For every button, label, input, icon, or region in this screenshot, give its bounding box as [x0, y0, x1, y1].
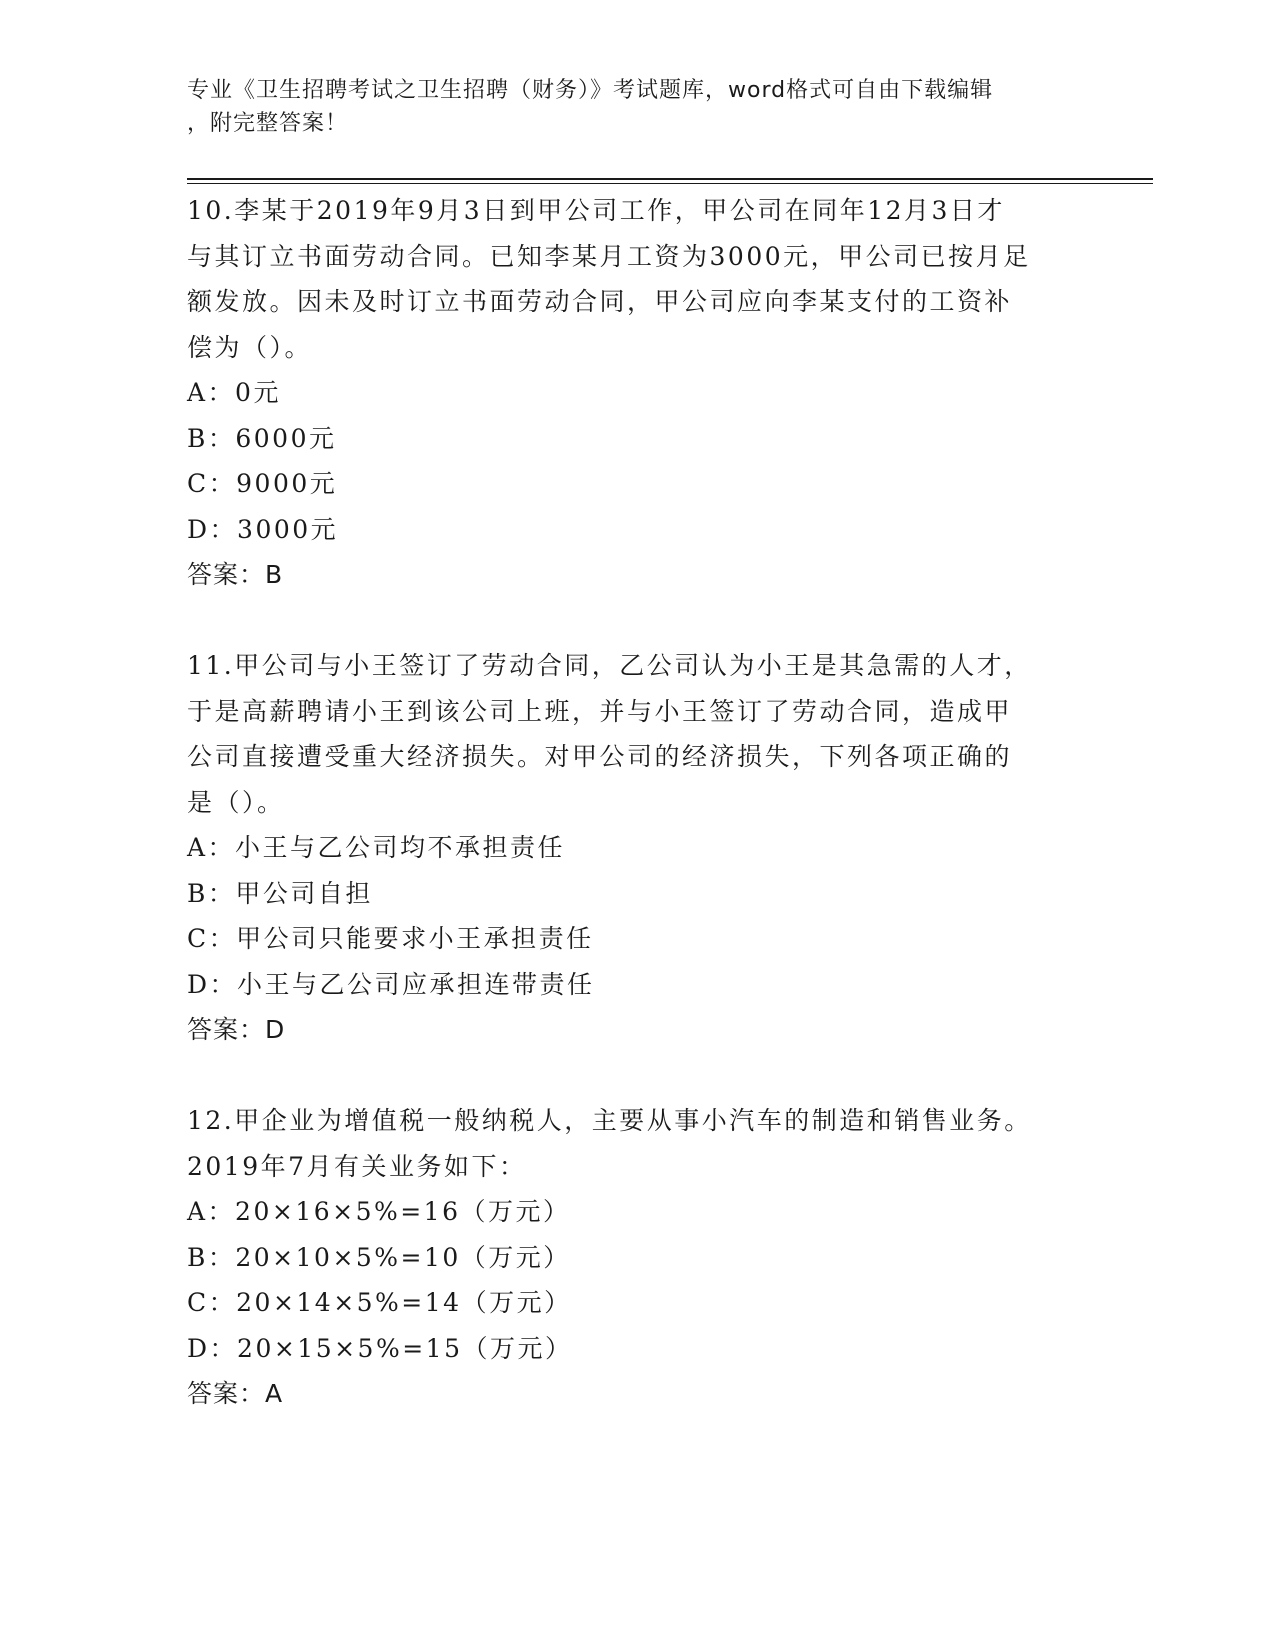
question-10 [187, 188, 1087, 598]
option-c: C：甲公司只能要求小王承担责任 [187, 924, 594, 953]
question-stem-line: 与其订立书面劳动合同。已知李某月工资为3000元，甲公司已按月足 [187, 241, 1031, 271]
option-a: A：20×16×5%=16（万元） [187, 1197, 571, 1226]
header-divider-thick [187, 178, 1153, 180]
header-line-1: 专业《卫生招聘考试之卫生招聘（财务）》考试题库，word格式可自由下载编辑 [187, 78, 994, 103]
option-b: B：20×10×5%=10（万元） [187, 1242, 571, 1272]
question-12 [187, 1098, 1087, 1417]
answer-line: 答案：B [187, 560, 284, 589]
option-b: B：甲公司自担 [187, 878, 373, 908]
question-11 [187, 643, 1087, 1053]
option-d: D：3000元 [187, 514, 339, 544]
option-b: B：6000元 [187, 423, 337, 453]
option-a: A：小王与乙公司均不承担责任 [187, 833, 566, 862]
question-stem-line: 公司直接遭受重大经济损失。对甲公司的经济损失，下列各项正确的 [187, 742, 1013, 771]
question-stem-line: 额发放。因未及时订立书面劳动合同，甲公司应向李某支付的工资补 [187, 287, 1013, 316]
document-header [187, 74, 1067, 140]
answer-line: 答案：D [187, 1015, 286, 1044]
option-a: A：0元 [187, 378, 281, 407]
header-line-2: ，附完整答案！ [187, 111, 349, 136]
question-stem-line: 10.李某于2019年9月3日到甲公司工作，甲公司在同年12月3日才 [187, 196, 1005, 225]
question-stem-line: 11.甲公司与小王签订了劳动合同，乙公司认为小王是其急需的人才， [187, 651, 1032, 680]
question-stem-line: 12.甲企业为增值税一般纳税人，主要从事小汽车的制造和销售业务。 [187, 1106, 1032, 1135]
option-c: C：20×14×5%=14（万元） [187, 1288, 572, 1317]
option-d: D：20×15×5%=15（万元） [187, 1333, 573, 1363]
option-c: C：9000元 [187, 469, 338, 498]
question-stem-line: 是（）。 [187, 787, 285, 817]
answer-line: 答案：A [187, 1379, 284, 1408]
question-stem-line: 于是高薪聘请小王到该公司上班，并与小王签订了劳动合同，造成甲 [187, 696, 1013, 726]
question-stem-line: 偿为（）。 [187, 332, 313, 362]
option-d: D：小王与乙公司应承担连带责任 [187, 969, 595, 999]
header-divider-thin [187, 183, 1153, 184]
question-stem-line: 2019年7月有关业务如下： [187, 1151, 527, 1181]
